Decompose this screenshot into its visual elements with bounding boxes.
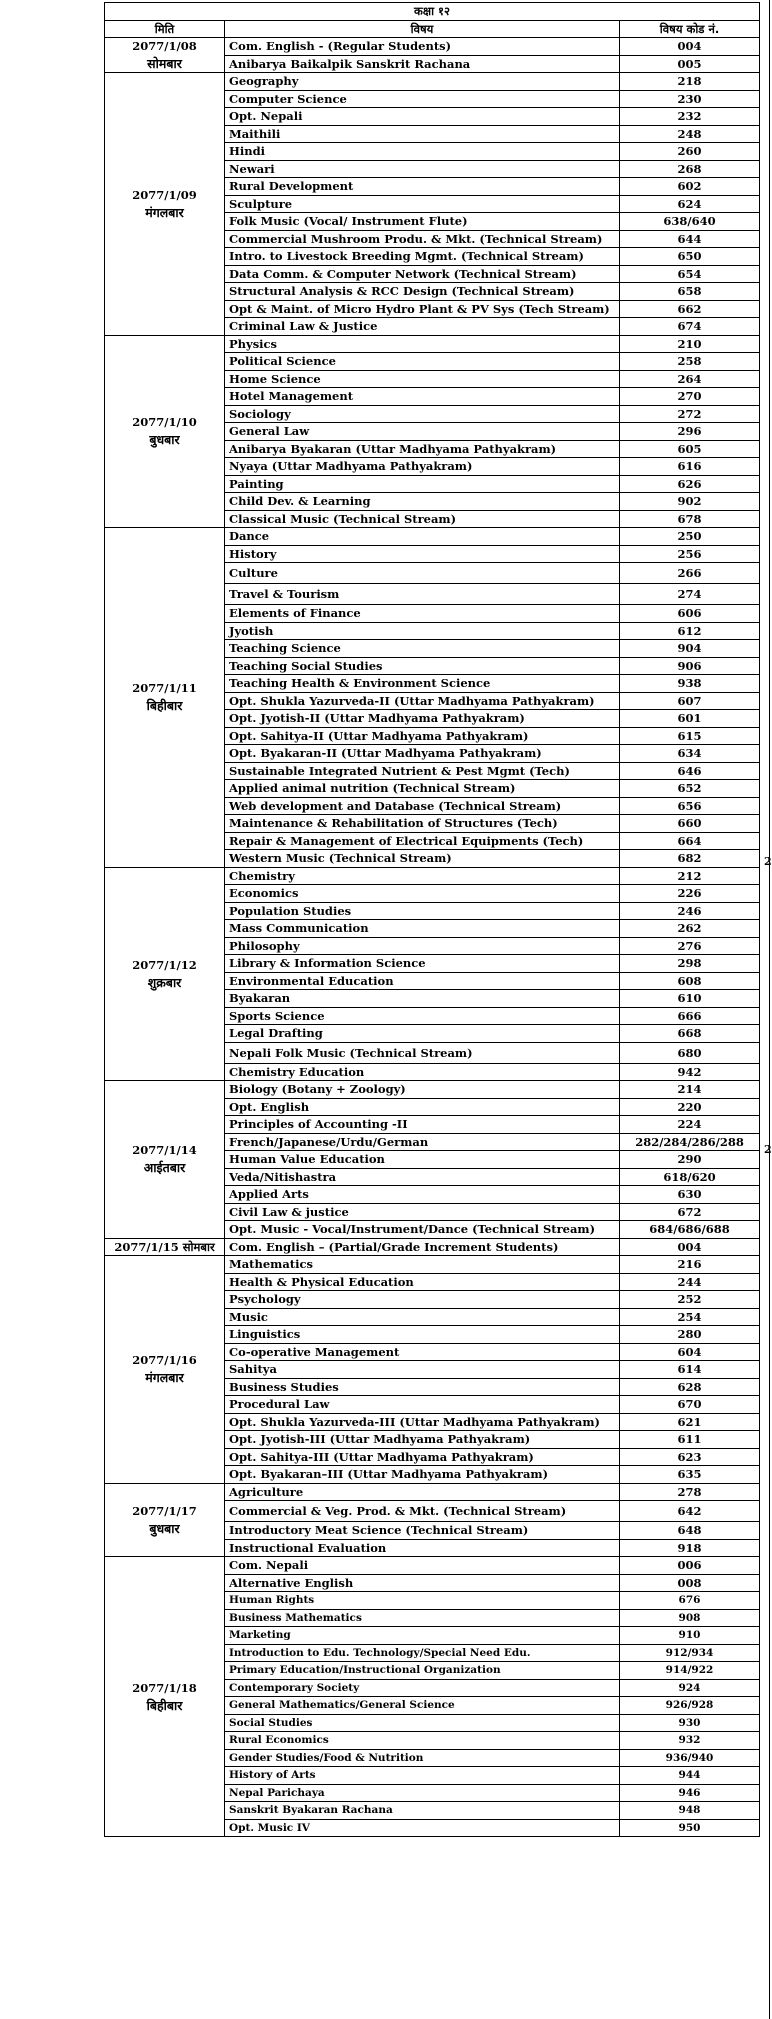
exam-date: 2077/1/11 [132, 681, 197, 696]
subject-cell: Nyaya (Uttar Madhyama Pathyakram) [225, 458, 620, 476]
subject-cell: Linguistics [225, 1326, 620, 1344]
exam-date: 2077/1/18 [132, 1680, 197, 1695]
subject-cell: Structural Analysis & RCC Design (Technical Stream) [225, 283, 620, 301]
subject-cell: Opt. Sahitya-II (Uttar Madhyama Pathyakram) [225, 727, 620, 745]
exam-date-cell [105, 335, 225, 528]
subject-cell: Agriculture [225, 1483, 620, 1501]
subject-cell: Alternative English [225, 1574, 620, 1592]
exam-date: 2077/1/17 [132, 1503, 197, 1518]
subject-cell: Sanskrit Byakaran Rachana [225, 1802, 620, 1820]
subject-code-cell: 216 [620, 1256, 760, 1274]
subject-code-cell: 666 [620, 1007, 760, 1025]
subject-code-cell: 910 [620, 1627, 760, 1645]
page-right-border [769, 0, 770, 2019]
subject-cell: Sports Science [225, 1007, 620, 1025]
subject-code-cell: 602 [620, 178, 760, 196]
subject-cell: Byakaran [225, 990, 620, 1008]
subject-code-cell: 672 [620, 1203, 760, 1221]
subject-cell: Maintenance & Rehabilitation of Structures (Tech) [225, 815, 620, 833]
subject-cell: Nepal Parichaya [225, 1784, 620, 1802]
subject-cell: Mathematics [225, 1256, 620, 1274]
exam-date: 2077/1/10 [132, 415, 197, 430]
code-column-header: विषय कोड नं. [620, 20, 760, 38]
subject-code-cell: 274 [620, 584, 760, 605]
subject-cell: Web development and Database (Technical Stream) [225, 797, 620, 815]
subject-cell: Library & Information Science [225, 955, 620, 973]
edge-mark: 2 [764, 1143, 772, 1156]
subject-code-cell: 621 [620, 1413, 760, 1431]
table-row [105, 73, 760, 91]
exam-date: 2077/1/08 [132, 39, 197, 53]
subject-code-cell: 668 [620, 1025, 760, 1043]
subject-cell: Sculpture [225, 195, 620, 213]
subject-code-cell: 948 [620, 1802, 760, 1820]
subject-cell: Opt. Byakaran–III (Uttar Madhyama Pathyakram) [225, 1466, 620, 1484]
subject-cell: Data Comm. & Computer Network (Technical Stream) [225, 265, 620, 283]
exam-date-cell [105, 1557, 225, 1837]
subject-code-cell: 648 [620, 1522, 760, 1540]
subject-code-cell: 670 [620, 1396, 760, 1414]
table-row [105, 1238, 760, 1256]
subject-code-cell: 607 [620, 692, 760, 710]
subject-cell: Social Studies [225, 1714, 620, 1732]
subject-code-cell: 266 [620, 563, 760, 584]
subject-code-cell: 635 [620, 1466, 760, 1484]
exam-date: 2077/1/14 [132, 1143, 197, 1158]
subject-code-cell: 258 [620, 353, 760, 371]
subject-cell: General Law [225, 423, 620, 441]
subject-cell: Anibarya Byakaran (Uttar Madhyama Pathyakram) [225, 440, 620, 458]
subject-code-cell: 660 [620, 815, 760, 833]
subject-code-cell: 650 [620, 248, 760, 266]
subject-cell: Environmental Education [225, 972, 620, 990]
subject-cell: Opt. English [225, 1098, 620, 1116]
subject-cell: Jyotish [225, 622, 620, 640]
subject-cell: Introduction to Edu. Technology/Special Need Edu. [225, 1644, 620, 1662]
exam-weekday: बिहीबार [146, 698, 183, 714]
subject-cell: Criminal Law & Justice [225, 318, 620, 336]
subject-code-cell: 932 [620, 1732, 760, 1750]
subject-code-cell: 615 [620, 727, 760, 745]
table-row [105, 1256, 760, 1274]
subject-code-cell: 942 [620, 1063, 760, 1081]
subject-cell: Applied animal nutrition (Technical Stream) [225, 780, 620, 798]
subject-cell: Chemistry Education [225, 1063, 620, 1081]
subject-cell: Hotel Management [225, 388, 620, 406]
exam-date-cell [105, 1238, 225, 1256]
subject-cell: Newari [225, 160, 620, 178]
subject-cell: Mass Communication [225, 920, 620, 938]
subject-cell: Health & Physical Education [225, 1273, 620, 1291]
subject-code-cell: 924 [620, 1679, 760, 1697]
subject-code-cell: 624 [620, 195, 760, 213]
subject-cell: Legal Drafting [225, 1025, 620, 1043]
subject-code-cell: 626 [620, 475, 760, 493]
subject-code-cell: 914/922 [620, 1662, 760, 1680]
subject-code-cell: 628 [620, 1378, 760, 1396]
subject-cell: Civil Law & justice [225, 1203, 620, 1221]
subject-code-cell: 276 [620, 937, 760, 955]
subject-code-cell: 912/934 [620, 1644, 760, 1662]
subject-code-cell: 656 [620, 797, 760, 815]
subject-code-cell: 218 [620, 73, 760, 91]
exam-date: 2077/1/15 [114, 1239, 179, 1254]
subject-code-cell: 214 [620, 1081, 760, 1099]
subject-cell: Opt. Jyotish-II (Uttar Madhyama Pathyakram) [225, 710, 620, 728]
subject-code-cell: 256 [620, 545, 760, 563]
subject-code-cell: 004 [620, 1238, 760, 1256]
subject-cell: Sahitya [225, 1361, 620, 1379]
subject-code-cell: 296 [620, 423, 760, 441]
subject-cell: Veda/Nitishastra [225, 1168, 620, 1186]
subject-cell: Rural Economics [225, 1732, 620, 1750]
exam-weekday: सोमबार [147, 56, 182, 71]
subject-code-cell: 244 [620, 1273, 760, 1291]
subject-code-cell: 230 [620, 90, 760, 108]
subject-cell: Instructional Evaluation [225, 1539, 620, 1557]
subject-cell: Repair & Management of Electrical Equipments (Tech) [225, 832, 620, 850]
subject-code-cell: 278 [620, 1483, 760, 1501]
exam-weekday: मंगलबार [145, 1370, 184, 1386]
subject-code-cell: 644 [620, 230, 760, 248]
edge-mark: 2 [764, 855, 772, 868]
subject-cell: History [225, 545, 620, 563]
subject-code-cell: 623 [620, 1448, 760, 1466]
subject-code-cell: 226 [620, 885, 760, 903]
subject-cell: Opt & Maint. of Micro Hydro Plant & PV Sys (Tech Stream) [225, 300, 620, 318]
table-row [105, 1483, 760, 1501]
subject-column-header: विषय [225, 20, 620, 38]
subject-code-cell: 642 [620, 1501, 760, 1522]
subject-code-cell: 606 [620, 605, 760, 623]
subject-cell: Anibarya Baikalpik Sanskrit Rachana [225, 55, 620, 73]
subject-code-cell: 268 [620, 160, 760, 178]
subject-cell: Population Studies [225, 902, 620, 920]
subject-cell: Nepali Folk Music (Technical Stream) [225, 1042, 620, 1063]
subject-code-cell: 248 [620, 125, 760, 143]
exam-weekday: मंगलबार [145, 204, 184, 220]
exam-date-cell [105, 867, 225, 1081]
subject-code-cell: 652 [620, 780, 760, 798]
subject-code-cell: 646 [620, 762, 760, 780]
subject-code-cell: 680 [620, 1042, 760, 1063]
subject-cell: Commercial Mushroom Produ. & Mkt. (Technical Stream) [225, 230, 620, 248]
subject-code-cell: 614 [620, 1361, 760, 1379]
subject-code-cell: 004 [620, 38, 760, 56]
subject-cell: Western Music (Technical Stream) [225, 850, 620, 868]
subject-code-cell: 630 [620, 1186, 760, 1204]
exam-date: 2077/1/16 [132, 1353, 197, 1368]
table-row [105, 528, 760, 546]
subject-cell: Physics [225, 335, 620, 353]
subject-cell: Primary Education/Instructional Organization [225, 1662, 620, 1680]
subject-cell: Economics [225, 885, 620, 903]
exam-date-cell [105, 73, 225, 336]
subject-code-cell: 224 [620, 1116, 760, 1134]
subject-code-cell: 246 [620, 902, 760, 920]
subject-code-cell: 272 [620, 405, 760, 423]
exam-date-cell [105, 1483, 225, 1557]
subject-cell: Folk Music (Vocal/ Instrument Flute) [225, 213, 620, 231]
subject-cell: Com. English – (Partial/Grade Increment Students) [225, 1238, 620, 1256]
subject-code-cell: 250 [620, 528, 760, 546]
subject-code-cell: 604 [620, 1343, 760, 1361]
subject-cell: History of Arts [225, 1767, 620, 1785]
date-column-header: मिति [105, 20, 225, 38]
subject-code-cell: 601 [620, 710, 760, 728]
subject-code-cell: 946 [620, 1784, 760, 1802]
subject-code-cell: 950 [620, 1819, 760, 1837]
subject-cell: Elements of Finance [225, 605, 620, 623]
subject-code-cell: 290 [620, 1151, 760, 1169]
subject-cell: Human Value Education [225, 1151, 620, 1169]
subject-cell: Com. Nepali [225, 1557, 620, 1575]
subject-cell: Rural Development [225, 178, 620, 196]
subject-code-cell: 918 [620, 1539, 760, 1557]
subject-cell: Home Science [225, 370, 620, 388]
subject-code-cell: 616 [620, 458, 760, 476]
subject-code-cell: 608 [620, 972, 760, 990]
subject-cell: Opt. Jyotish-III (Uttar Madhyama Pathyakram) [225, 1431, 620, 1449]
exam-weekday: आईतबार [143, 1160, 186, 1176]
subject-cell: Business Mathematics [225, 1609, 620, 1627]
subject-code-cell: 212 [620, 867, 760, 885]
subject-code-cell: 252 [620, 1291, 760, 1309]
exam-date: 2077/1/09 [132, 187, 197, 202]
schedule-body [105, 38, 760, 1837]
exam-date-cell [105, 1081, 225, 1239]
subject-code-cell: 634 [620, 745, 760, 763]
subject-code-cell: 260 [620, 143, 760, 161]
subject-cell: Chemistry [225, 867, 620, 885]
subject-cell: Biology (Botany + Zoology) [225, 1081, 620, 1099]
subject-cell: Travel & Tourism [225, 584, 620, 605]
class-title: कक्षा १२ [105, 3, 760, 21]
subject-cell: Music [225, 1308, 620, 1326]
subject-code-cell: 232 [620, 108, 760, 126]
subject-cell: Sociology [225, 405, 620, 423]
subject-code-cell: 282/284/286/288 [620, 1133, 760, 1151]
subject-cell: Opt. Shukla Yazurveda-III (Uttar Madhyama Pathyakram) [225, 1413, 620, 1431]
subject-cell: Intro. to Livestock Breeding Mgmt. (Technical Stream) [225, 248, 620, 266]
subject-cell: Opt. Nepali [225, 108, 620, 126]
subject-cell: Dance [225, 528, 620, 546]
subject-cell: Contemporary Society [225, 1679, 620, 1697]
subject-cell: French/Japanese/Urdu/German [225, 1133, 620, 1151]
subject-code-cell: 262 [620, 920, 760, 938]
subject-code-cell: 678 [620, 510, 760, 528]
subject-cell: Procedural Law [225, 1396, 620, 1414]
subject-cell: Co-operative Management [225, 1343, 620, 1361]
subject-code-cell: 210 [620, 335, 760, 353]
table-row [105, 867, 760, 885]
subject-cell: Applied Arts [225, 1186, 620, 1204]
subject-code-cell: 618/620 [620, 1168, 760, 1186]
subject-cell: Principles of Accounting -II [225, 1116, 620, 1134]
subject-code-cell: 944 [620, 1767, 760, 1785]
subject-cell: General Mathematics/General Science [225, 1697, 620, 1715]
subject-code-cell: 684/686/688 [620, 1221, 760, 1239]
subject-cell: Com. English - (Regular Students) [225, 38, 620, 56]
table-row [105, 38, 760, 56]
subject-code-cell: 936/940 [620, 1749, 760, 1767]
subject-code-cell: 611 [620, 1431, 760, 1449]
exam-date-cell [105, 1256, 225, 1484]
subject-code-cell: 264 [620, 370, 760, 388]
exam-schedule-sheet [104, 2, 759, 1837]
subject-cell: Painting [225, 475, 620, 493]
exam-date: 2077/1/12 [132, 957, 197, 972]
exam-weekday: शुक्रबार [147, 974, 182, 990]
subject-code-cell: 654 [620, 265, 760, 283]
subject-code-cell: 664 [620, 832, 760, 850]
subject-cell: Teaching Science [225, 640, 620, 658]
subject-code-cell: 674 [620, 318, 760, 336]
exam-weekday: बुधबार [149, 432, 180, 448]
subject-code-cell: 658 [620, 283, 760, 301]
subject-code-cell: 676 [620, 1592, 760, 1610]
subject-code-cell: 930 [620, 1714, 760, 1732]
subject-cell: Opt. Sahitya-III (Uttar Madhyama Pathyakram) [225, 1448, 620, 1466]
subject-code-cell: 662 [620, 300, 760, 318]
exam-weekday: सोमबार [182, 1239, 215, 1254]
subject-cell: Political Science [225, 353, 620, 371]
subject-cell: Teaching Social Studies [225, 657, 620, 675]
subject-code-cell: 254 [620, 1308, 760, 1326]
exam-weekday: बिहीबार [146, 1697, 183, 1713]
subject-cell: Opt. Byakaran-II (Uttar Madhyama Pathyakram) [225, 745, 620, 763]
subject-code-cell: 008 [620, 1574, 760, 1592]
exam-schedule-table [104, 2, 760, 1837]
exam-weekday: बुधबार [149, 1520, 180, 1536]
subject-code-cell: 005 [620, 55, 760, 73]
subject-cell: Business Studies [225, 1378, 620, 1396]
table-row [105, 1557, 760, 1575]
subject-code-cell: 682 [620, 850, 760, 868]
subject-cell: Philosophy [225, 937, 620, 955]
subject-code-cell: 610 [620, 990, 760, 1008]
subject-cell: Opt. Music - Vocal/Instrument/Dance (Technical Stream) [225, 1221, 620, 1239]
subject-code-cell: 280 [620, 1326, 760, 1344]
subject-code-cell: 612 [620, 622, 760, 640]
subject-cell: Commercial & Veg. Prod. & Mkt. (Technical Stream) [225, 1501, 620, 1522]
subject-code-cell: 298 [620, 955, 760, 973]
exam-date-cell [105, 38, 225, 73]
subject-code-cell: 906 [620, 657, 760, 675]
subject-cell: Culture [225, 563, 620, 584]
table-row [105, 335, 760, 353]
subject-cell: Human Rights [225, 1592, 620, 1610]
subject-code-cell: 006 [620, 1557, 760, 1575]
subject-cell: Sustainable Integrated Nutrient & Pest Mgmt (Tech) [225, 762, 620, 780]
subject-cell: Child Dev. & Learning [225, 493, 620, 511]
subject-code-cell: 605 [620, 440, 760, 458]
subject-cell: Computer Science [225, 90, 620, 108]
exam-date-cell [105, 528, 225, 868]
subject-code-cell: 270 [620, 388, 760, 406]
subject-code-cell: 902 [620, 493, 760, 511]
subject-code-cell: 220 [620, 1098, 760, 1116]
table-row [105, 1081, 760, 1099]
subject-cell: Marketing [225, 1627, 620, 1645]
subject-cell: Psychology [225, 1291, 620, 1309]
subject-code-cell: 908 [620, 1609, 760, 1627]
subject-cell: Opt. Music IV [225, 1819, 620, 1837]
subject-cell: Maithili [225, 125, 620, 143]
subject-cell: Gender Studies/Food & Nutrition [225, 1749, 620, 1767]
subject-cell: Teaching Health & Environment Science [225, 675, 620, 693]
subject-cell: Opt. Shukla Yazurveda-II (Uttar Madhyama Pathyakram) [225, 692, 620, 710]
subject-cell: Geography [225, 73, 620, 91]
subject-code-cell: 904 [620, 640, 760, 658]
subject-cell: Hindi [225, 143, 620, 161]
subject-cell: Classical Music (Technical Stream) [225, 510, 620, 528]
subject-cell: Introductory Meat Science (Technical Stream) [225, 1522, 620, 1540]
subject-code-cell: 938 [620, 675, 760, 693]
subject-code-cell: 638/640 [620, 213, 760, 231]
subject-code-cell: 926/928 [620, 1697, 760, 1715]
